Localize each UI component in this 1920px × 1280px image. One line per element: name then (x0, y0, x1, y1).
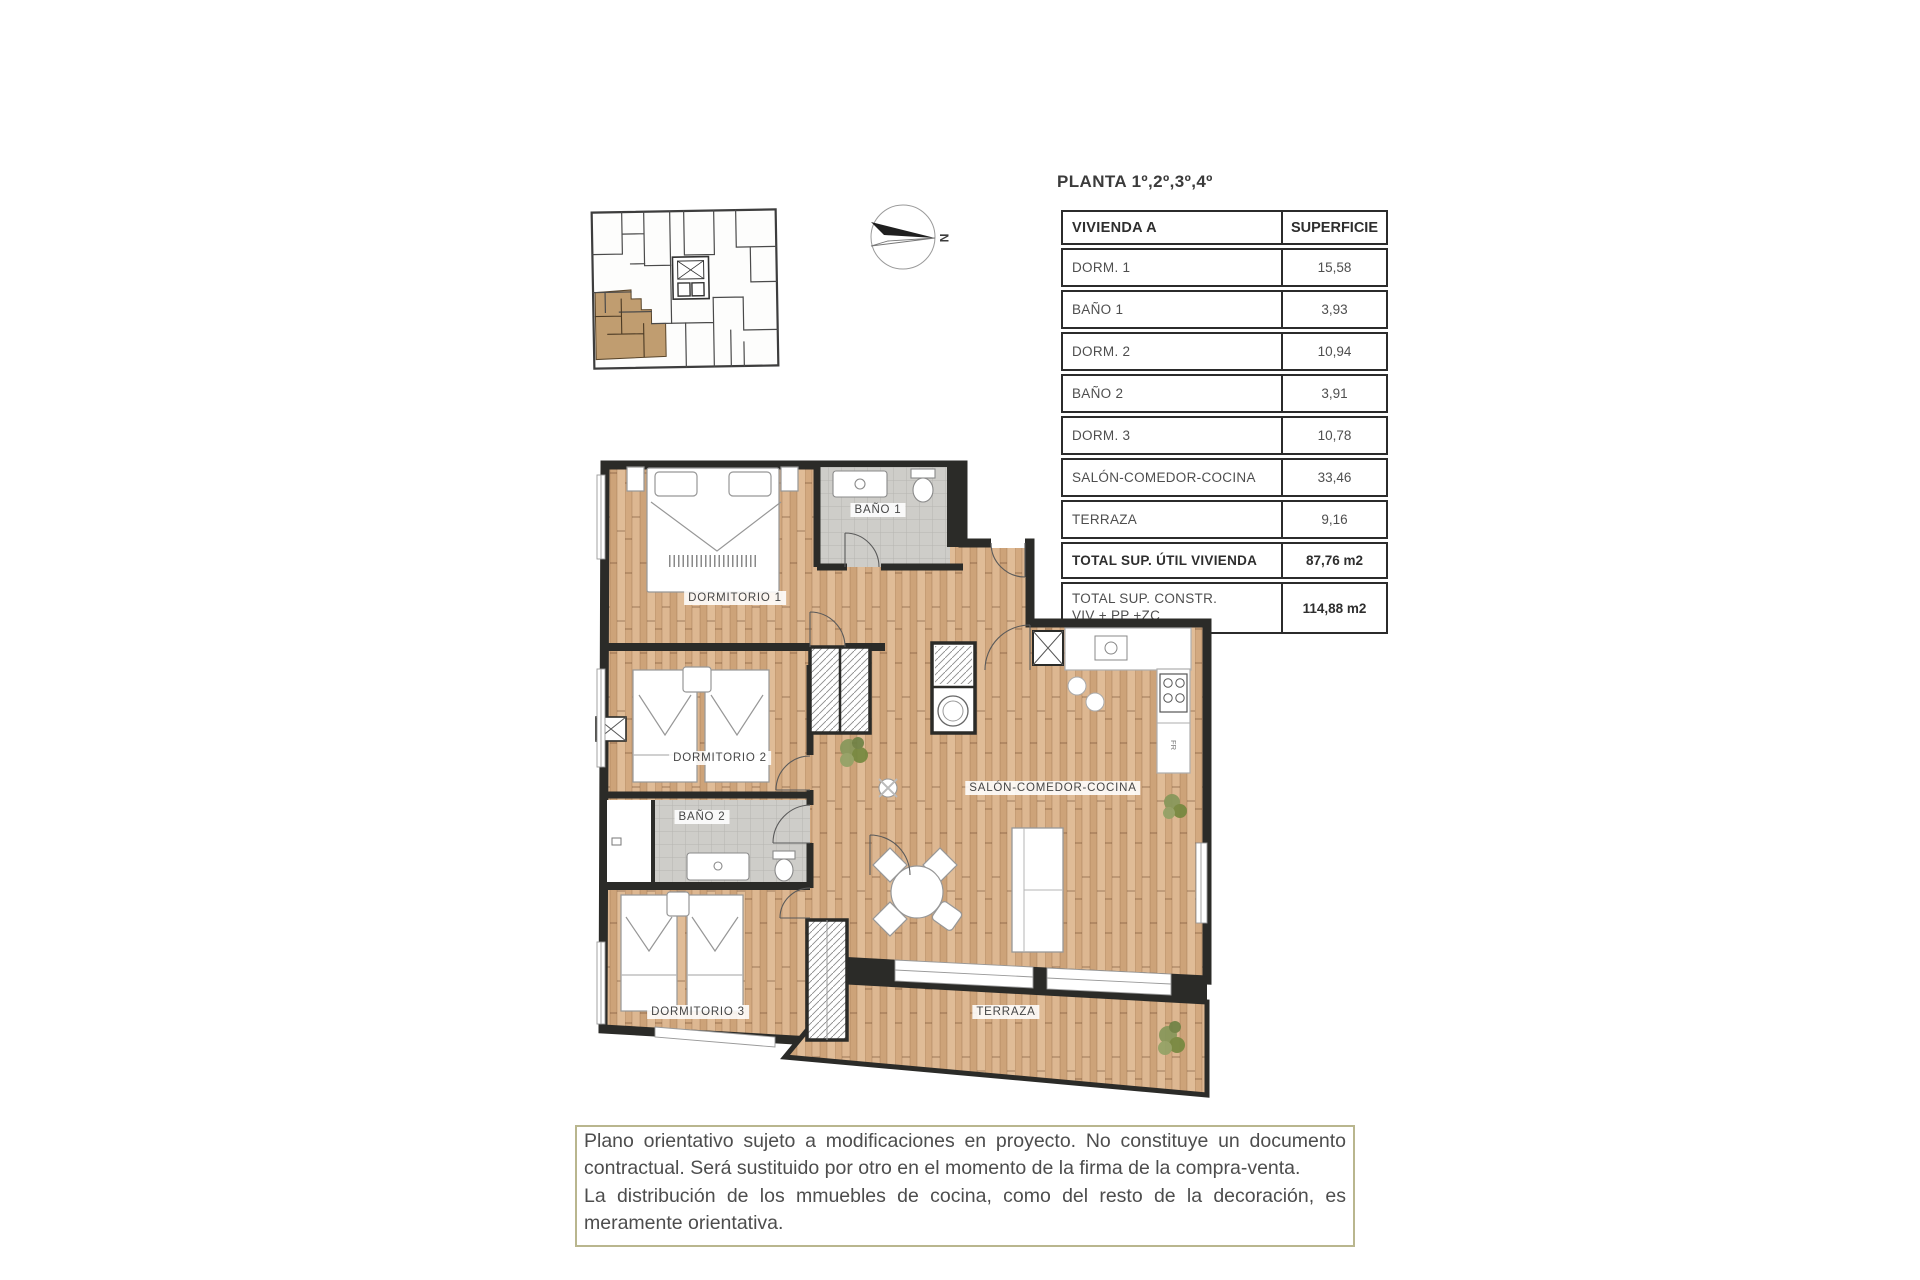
room-label-dormitorio1: DORMITORIO 1 (684, 591, 786, 605)
table-row (1061, 290, 1388, 329)
row-value: 10,94 (1281, 334, 1386, 369)
table-row (1061, 248, 1388, 287)
row-label: BAÑO 2 (1072, 386, 1124, 401)
table-row (1061, 374, 1388, 413)
row-value: 9,16 (1281, 502, 1386, 537)
room-label-dormitorio2: DORMITORIO 2 (669, 751, 771, 765)
key-plan (585, 203, 785, 375)
room-label-bano2: BAÑO 2 (675, 810, 730, 824)
room-label-bano1: BAÑO 1 (851, 503, 906, 517)
row-label: DORM. 1 (1072, 260, 1131, 275)
sofa (1012, 828, 1063, 952)
row-label: TERRAZA (1072, 512, 1138, 527)
table-row (1061, 416, 1388, 455)
row-value: 15,58 (1281, 250, 1386, 285)
north-arrow-icon (858, 196, 962, 280)
fridge-label: FR (1169, 740, 1178, 750)
row-label: DORM. 2 (1072, 344, 1131, 359)
floor-plan (595, 455, 1235, 1115)
bed-double (627, 467, 798, 592)
table-header-row (1061, 210, 1388, 245)
total-label-line2: VIV + PP +ZC (1072, 608, 1161, 623)
disclaimer-line2: La distribución de los mmuebles de cocina, como del resto de la decoración, es meramente orientativa. (584, 1184, 1346, 1234)
row-value: 3,91 (1281, 376, 1386, 411)
page-title: PLANTA 1º,2º,3º,4º (1057, 172, 1213, 191)
row-value: 3,93 (1281, 292, 1386, 327)
table-header-dwelling: VIVIENDA A (1072, 219, 1157, 236)
total-label: TOTAL SUP. ÚTIL VIVIENDA (1072, 553, 1258, 568)
row-label: BAÑO 1 (1072, 302, 1124, 317)
desk-chair (879, 779, 897, 797)
row-value: 10,78 (1281, 418, 1386, 453)
row-label: DORM. 3 (1072, 428, 1131, 443)
disclaimer-box (575, 1125, 1355, 1247)
table-header-surface: SUPERFICIE (1281, 212, 1386, 243)
total-value: 87,76 m2 (1281, 544, 1386, 577)
room-label-terraza: TERRAZA (972, 1005, 1039, 1019)
table-row (1061, 332, 1388, 371)
disclaimer-line1: Plano orientativo sujeto a modificaciones en proyecto. No constituye un documento contractual. Será sustituido por otro en el momento de la firma de la compra-venta. (584, 1130, 1346, 1180)
north-label: N (937, 233, 951, 243)
room-label-dormitorio3: DORMITORIO 3 (647, 1005, 749, 1019)
row-value: 33,46 (1281, 460, 1386, 495)
total-value: 114,88 m2 (1281, 584, 1386, 632)
row-label: SALÓN-COMEDOR-COCINA (1072, 470, 1256, 485)
bath2-lobby (607, 800, 653, 886)
room-label-salon: SALÓN-COMEDOR-COCINA (965, 781, 1140, 795)
total-label-line1: TOTAL SUP. CONSTR. (1072, 591, 1218, 607)
